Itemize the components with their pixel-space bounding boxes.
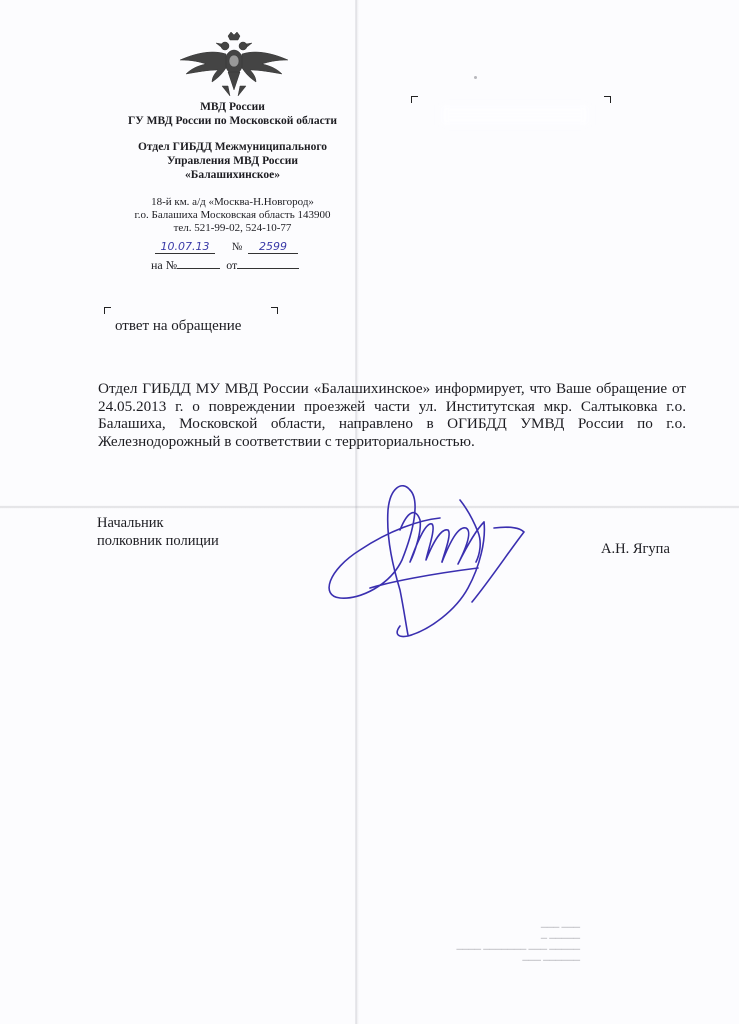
redacted-addressee bbox=[440, 105, 590, 125]
ministry-name: МВД России bbox=[200, 101, 265, 113]
position-line-1: Начальник bbox=[97, 515, 164, 531]
registration-number: 2599 bbox=[248, 240, 298, 254]
paper-speck bbox=[474, 76, 477, 79]
signatory-position bbox=[97, 514, 219, 550]
position-line-2: полковник полиции bbox=[97, 533, 219, 549]
handwritten-signature bbox=[310, 470, 540, 650]
department-line-1: Отдел ГИБДД Межмуниципального bbox=[137, 141, 328, 153]
ref-number-blank bbox=[177, 257, 220, 269]
department-line-2: Управления МВД России bbox=[166, 155, 299, 167]
signatory-name: А.Н. Ягупа bbox=[601, 541, 670, 557]
phone-line: тел. 521-99-02, 524-10-77 bbox=[173, 222, 292, 234]
reference-line bbox=[151, 257, 299, 273]
number-label: № bbox=[231, 241, 243, 253]
addressee-bracket-left bbox=[411, 96, 418, 103]
regional-name: ГУ МВД России по Московской области bbox=[127, 115, 338, 127]
department-line-3: «Балашихинское» bbox=[185, 169, 280, 181]
registration-date-number bbox=[155, 240, 305, 254]
address-line-1: 18-й км. а/д «Москва-Н.Новгород» bbox=[151, 196, 314, 208]
ref-date-blank bbox=[237, 257, 299, 269]
double-headed-eagle-emblem-icon bbox=[178, 30, 290, 100]
letterhead-department bbox=[95, 140, 370, 182]
letterhead-address bbox=[95, 196, 370, 235]
from-label: от bbox=[226, 258, 238, 272]
faint-bleedthrough-text: ▁▁▁ ▁▁▁ ▁ ▁▁▁▁▁ ▁▁▁▁ ▁▁▁▁▁▁▁ ▁▁▁ ▁▁▁▁▁ ▁▁▁ ▁▁▁▁▁▁ bbox=[456, 919, 580, 961]
subject-bracket-right bbox=[271, 307, 278, 314]
address-line-2: г.о. Балашиха Московская область 143900 bbox=[134, 209, 331, 221]
registration-date: 10.07.13 bbox=[155, 240, 215, 254]
letterhead-ministry bbox=[95, 100, 370, 128]
letter-body: Отдел ГИБДД МУ МВД России «Балашихинское» информирует, что Ваше обращение от 24.05.2013 г. о повреждении проезжей части ул. Институтская мкр. Салтыковка г.о. Балашиха, Московской области, направлено в ОГИБДД УМВД России по г.о. Железнодорожный в соответствии с территориальностью. bbox=[98, 380, 686, 450]
ref-label: на № bbox=[151, 258, 178, 272]
subject-bracket-left bbox=[104, 307, 111, 314]
subject-line: ответ на обращение bbox=[115, 318, 242, 334]
addressee-bracket-right bbox=[604, 96, 611, 103]
